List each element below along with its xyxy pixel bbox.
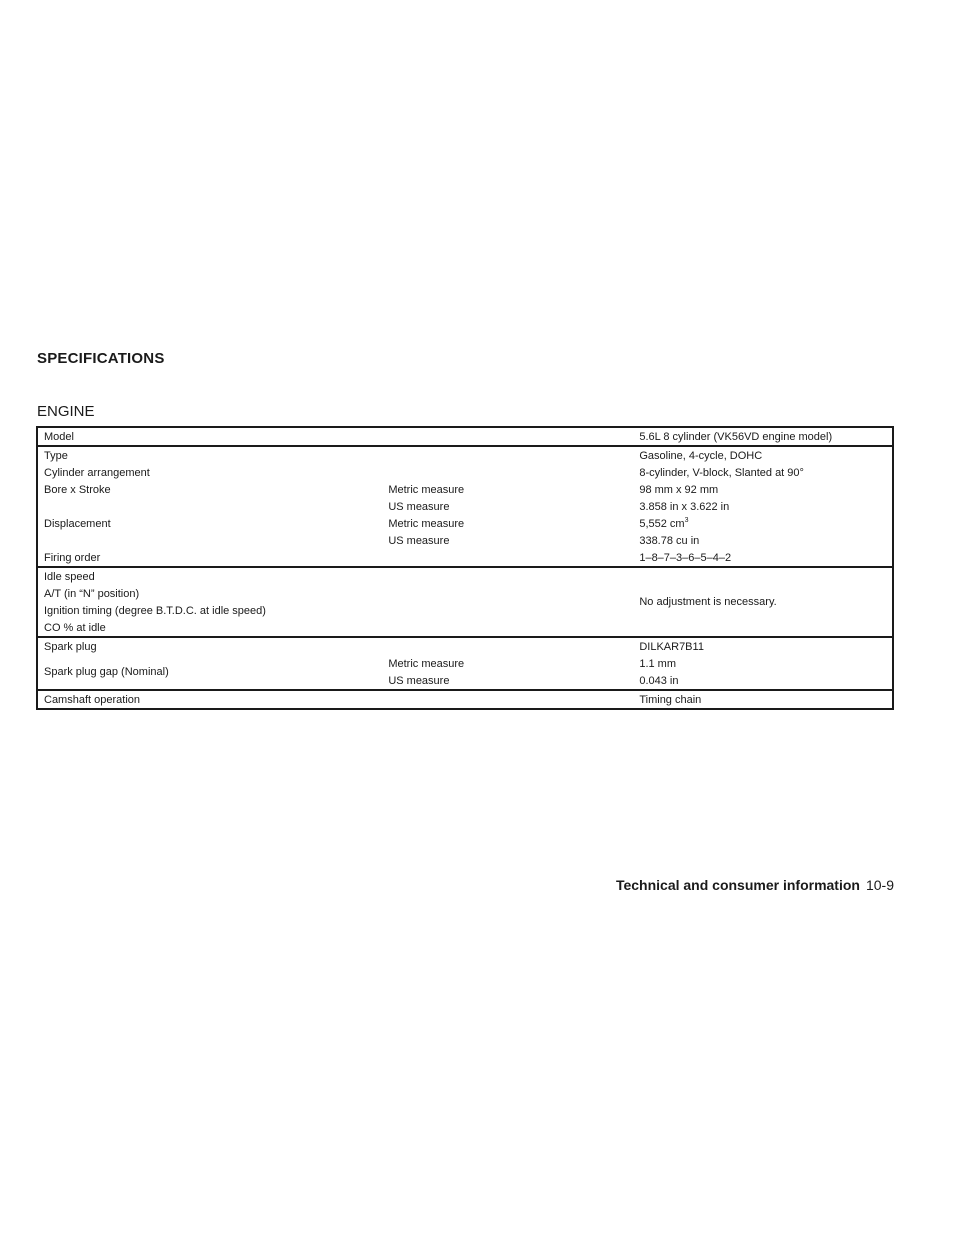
group-spark-plug (37, 637, 893, 690)
table-row (37, 515, 893, 532)
group-engine-basics (37, 446, 893, 567)
table-row (37, 427, 893, 446)
row-value: 1.1 mm (639, 657, 677, 670)
table-row (37, 655, 893, 672)
unit-label: US measure (388, 500, 450, 513)
row-value: 5.6L 8 cylinder (VK56VD engine model) (639, 430, 833, 443)
row-label: Bore x Stroke (44, 483, 111, 496)
group-camshaft (37, 690, 893, 709)
row-label: Camshaft operation (44, 693, 140, 706)
table-row (37, 446, 893, 464)
row-value: 3.858 in x 3.622 in (639, 500, 730, 513)
displacement-metric-value: 5,552 cm (639, 517, 685, 530)
table-row (37, 532, 893, 549)
row-value: 98 mm x 92 mm (639, 483, 719, 496)
row-value: Timing chain (639, 693, 702, 706)
table-row (37, 481, 893, 498)
row-label: CO % at idle (44, 621, 106, 634)
unit-label: Metric measure (388, 517, 465, 530)
section-title: SPECIFICATIONS (37, 350, 165, 367)
row-label: Ignition timing (degree B.T.D.C. at idle speed) (44, 604, 266, 617)
table-row (37, 464, 893, 481)
row-label: Model (44, 430, 74, 443)
group-model (37, 427, 893, 446)
unit-label: US measure (388, 674, 450, 687)
row-label: Spark plug gap (Nominal) (44, 666, 169, 678)
table-row (37, 690, 893, 709)
engine-spec-table (36, 426, 894, 710)
row-value: 8-cylinder, V-block, Slanted at 90° (639, 466, 804, 479)
table-row (37, 549, 893, 567)
row-value: Gasoline, 4-cycle, DOHC (639, 449, 763, 462)
table-row (37, 567, 893, 585)
row-label: Cylinder arrangement (44, 466, 150, 479)
row-value: 0.043 in (639, 674, 679, 687)
row-label: A/T (in “N” position) (44, 587, 140, 600)
row-label: Displacement (44, 517, 111, 530)
page-number: 10-9 (865, 877, 894, 893)
row-value: 1–8–7–3–6–5–4–2 (639, 551, 732, 564)
row-label: Spark plug (44, 640, 97, 653)
group-idle (37, 567, 893, 637)
footer-title: Technical and consumer information (615, 877, 860, 893)
unit-label: Metric measure (388, 657, 465, 670)
page-footer (616, 877, 894, 893)
row-value: DILKAR7B11 (639, 640, 704, 653)
subsection-title: ENGINE (37, 403, 95, 420)
unit-label: US measure (388, 534, 450, 547)
table-row (37, 637, 893, 655)
table-row (37, 498, 893, 515)
row-value: 338.78 cu in (639, 534, 700, 547)
row-label: Idle speed (44, 570, 95, 583)
row-value (633, 515, 893, 532)
row-label: Type (44, 449, 68, 462)
unit-label: Metric measure (388, 483, 465, 496)
row-value: No adjustment is necessary. (639, 596, 777, 608)
superscript: 3 (684, 516, 689, 524)
row-label: Firing order (44, 551, 101, 564)
